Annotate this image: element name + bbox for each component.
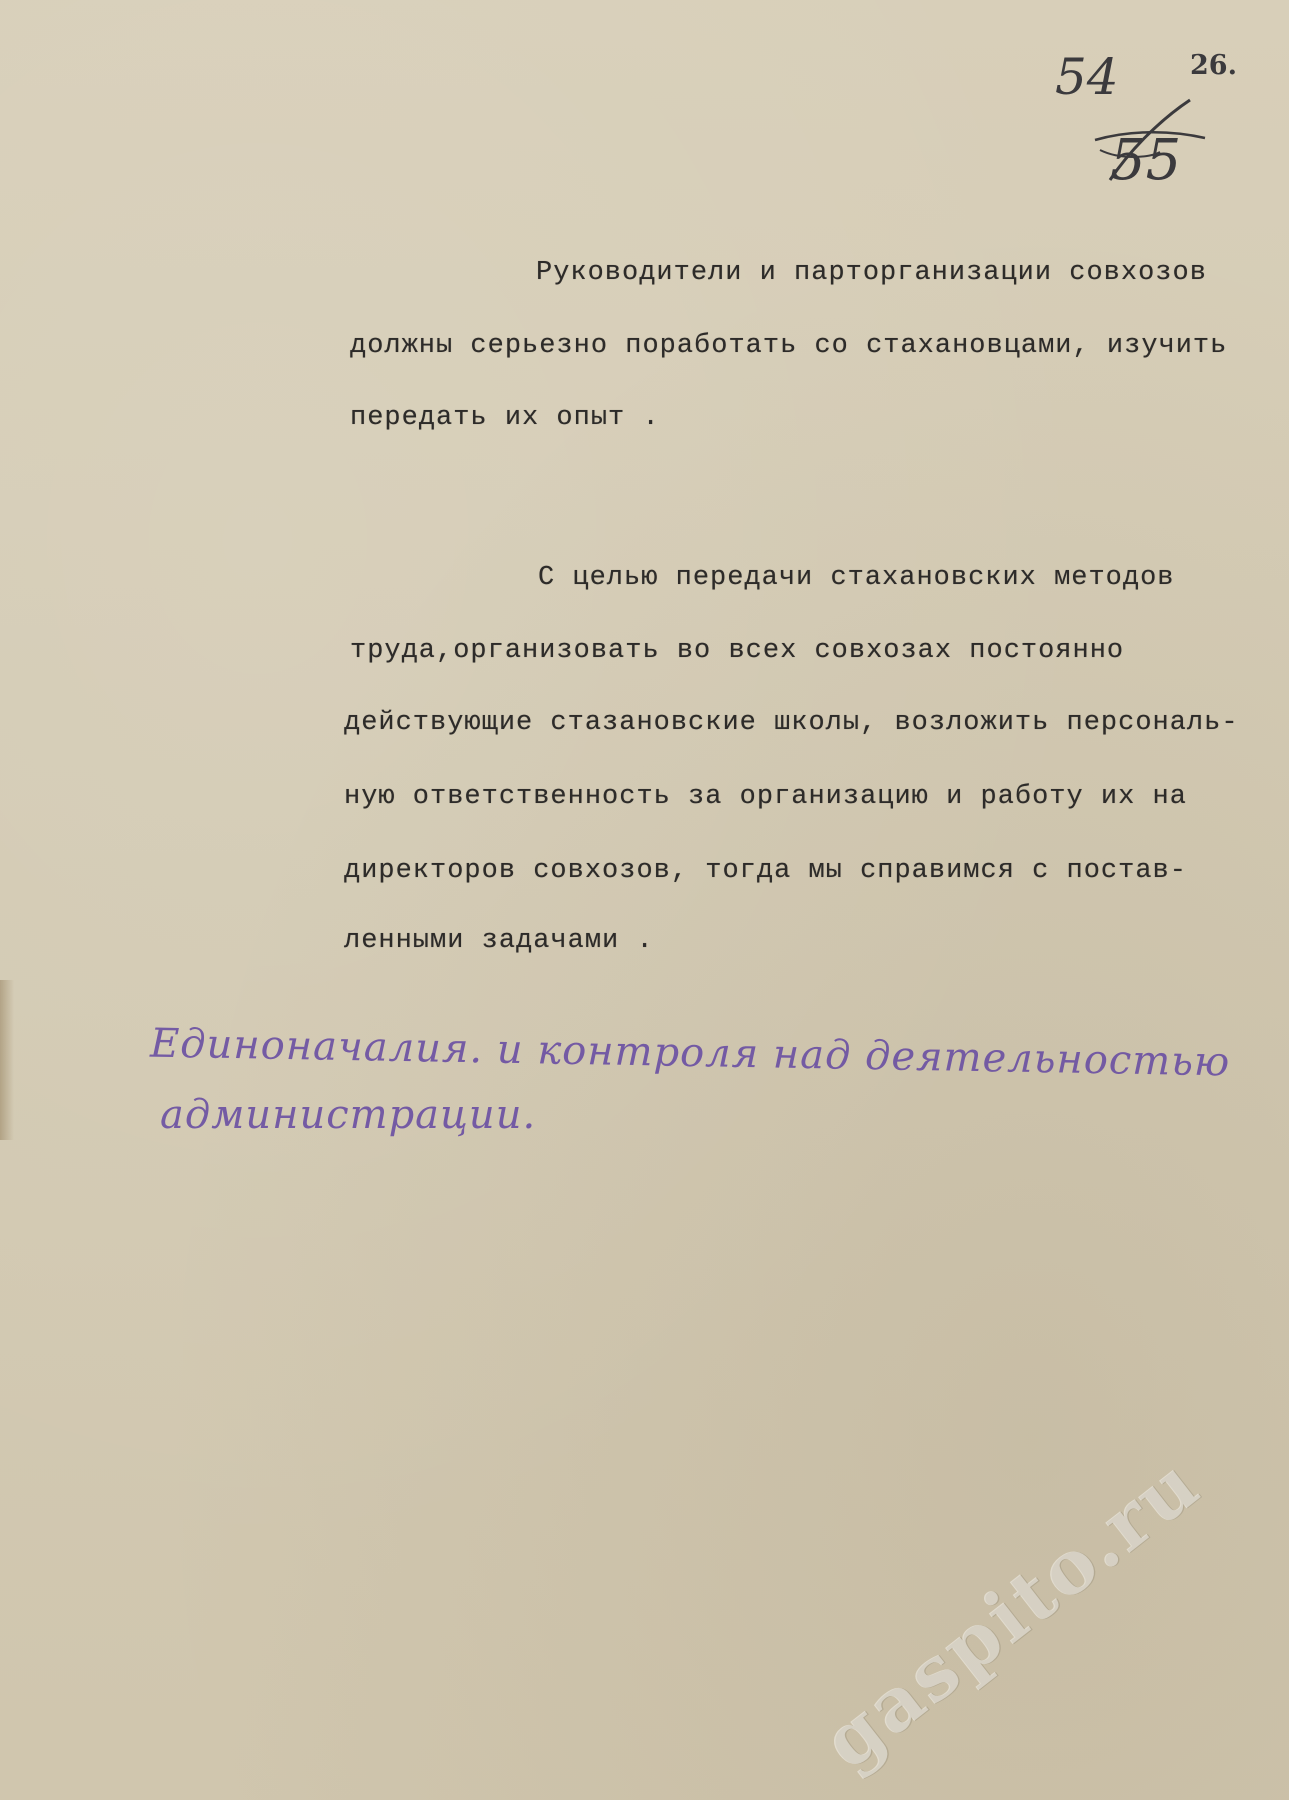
paragraph-1-line-3: передать их опыт . xyxy=(350,403,660,433)
handwritten-note-line-2: администрации. xyxy=(160,1092,537,1138)
folio-number-secondary: 26. xyxy=(1190,50,1237,81)
paragraph-2-line-5: директоров совхозов, тогда мы справимся с постав- xyxy=(344,856,1187,886)
paragraph-1-line-1: Руководители и парторганизации совхозов xyxy=(536,258,1207,288)
paragraph-2-line-2: труда,организовать во всех совхозах постоянно xyxy=(350,636,1125,666)
paragraph-2-line-3: действующие стазановские школы, возложить персональ- xyxy=(344,708,1239,738)
watermark: gaspito.ru xyxy=(807,1439,1217,1786)
handwritten-note-line-1: Единоначалия. и контроля над деятельностью xyxy=(149,1020,1231,1086)
paragraph-2-line-6: ленными задачами . xyxy=(344,926,654,956)
paragraph-2-line-1: С целью передачи стахановских методов xyxy=(538,563,1175,593)
paper-edge-stain xyxy=(0,980,14,1140)
folio-number-primary: 54 xyxy=(1055,48,1119,106)
paragraph-1-line-2: должны серьезно поработать со стахановцами, изучить xyxy=(350,331,1228,361)
folio-number-tertiary: 55 xyxy=(1110,128,1182,193)
paragraph-2-line-4: ную ответственность за организацию и работу их на xyxy=(344,782,1187,812)
